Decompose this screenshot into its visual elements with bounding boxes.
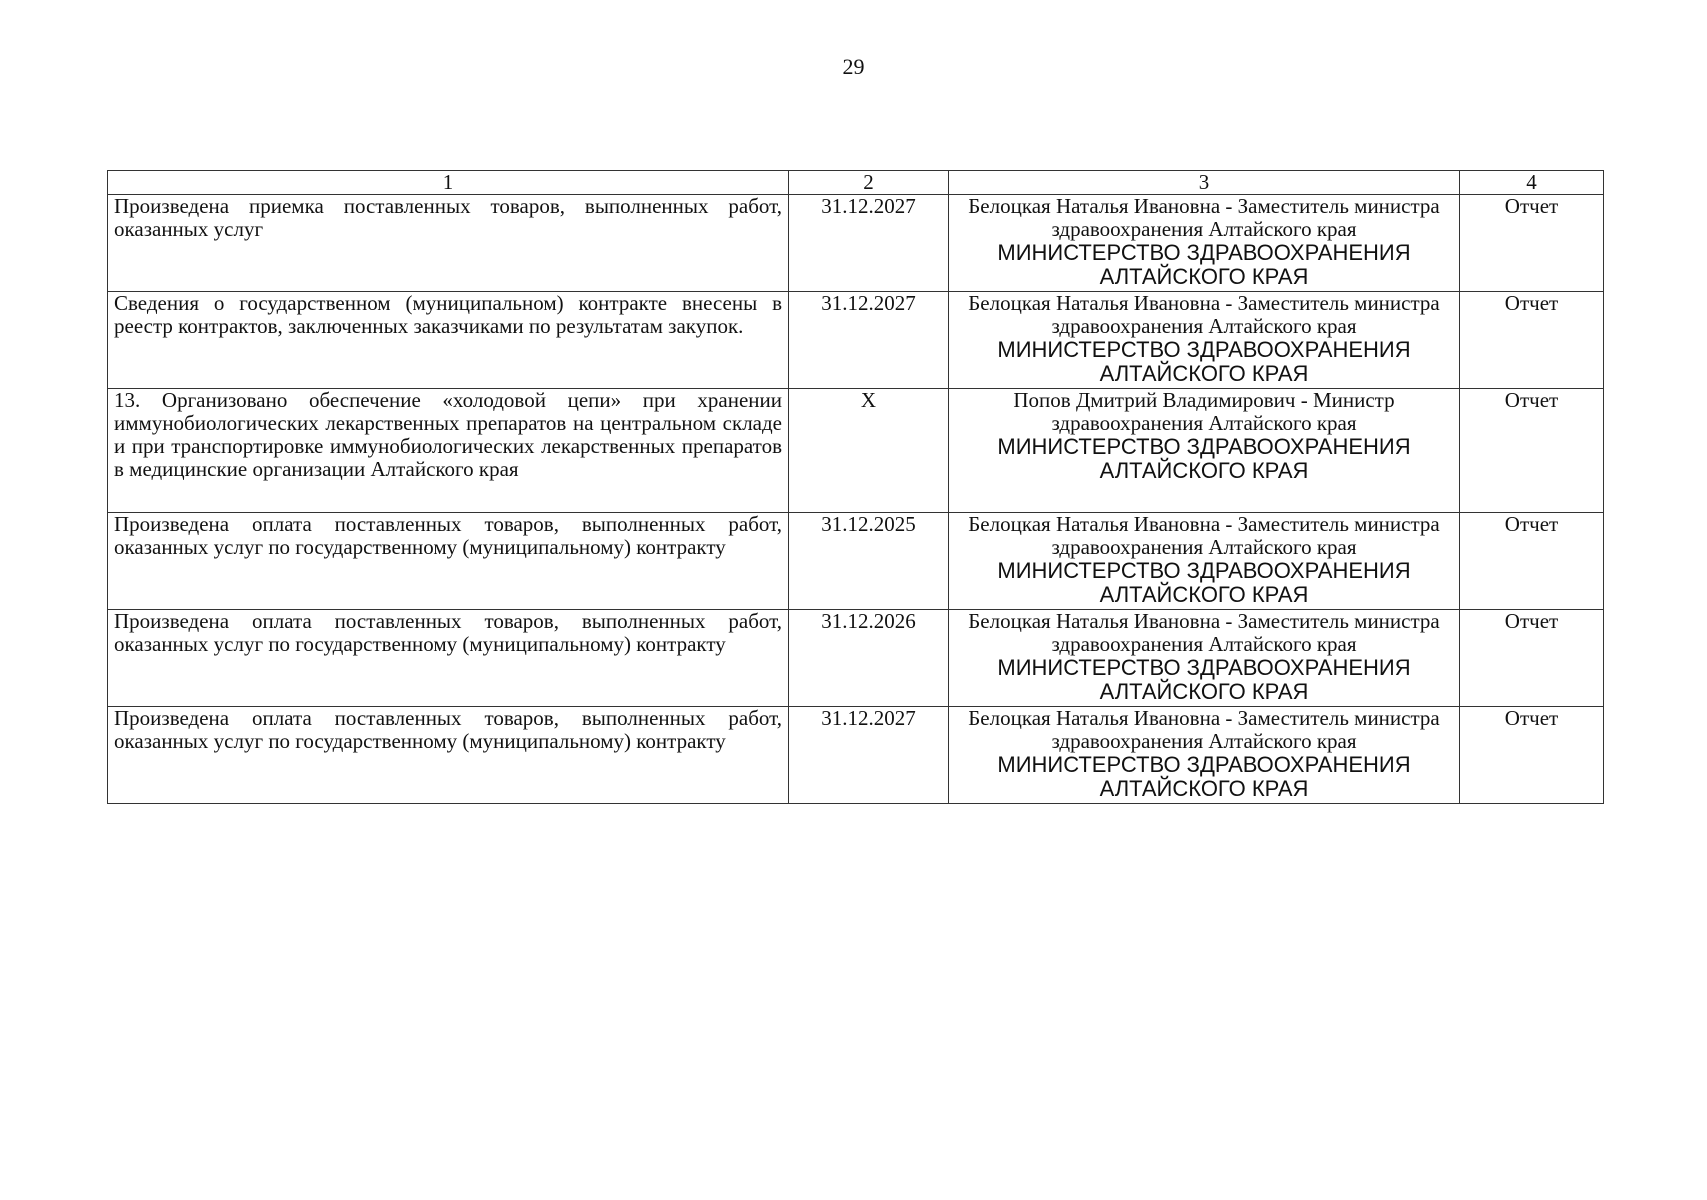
responsible-person: Белоцкая Наталья Ивановна - Заместитель министра здравоохранения Алтайского края xyxy=(968,194,1440,241)
confirming-document: Отчет xyxy=(1460,389,1604,513)
table-row xyxy=(108,389,1604,513)
table-row xyxy=(108,513,1604,610)
responsible-cell xyxy=(949,195,1460,292)
column-header-2: 2 xyxy=(789,171,949,195)
column-header-4: 4 xyxy=(1460,171,1604,195)
responsible-organization: МИНИСТЕРСТВО ЗДРАВООХРАНЕНИЯ АЛТАЙСКОГО КРАЯ xyxy=(997,752,1411,801)
confirming-document: Отчет xyxy=(1460,513,1604,610)
responsible-organization: МИНИСТЕРСТВО ЗДРАВООХРАНЕНИЯ АЛТАЙСКОГО КРАЯ xyxy=(997,655,1411,704)
responsible-organization: МИНИСТЕРСТВО ЗДРАВООХРАНЕНИЯ АЛТАЙСКОГО КРАЯ xyxy=(997,337,1411,386)
responsible-person: Белоцкая Наталья Ивановна - Заместитель министра здравоохранения Алтайского края xyxy=(968,512,1440,559)
responsible-organization: МИНИСТЕРСТВО ЗДРАВООХРАНЕНИЯ АЛТАЙСКОГО КРАЯ xyxy=(997,240,1411,289)
confirming-document: Отчет xyxy=(1460,292,1604,389)
due-date: 31.12.2027 xyxy=(789,195,949,292)
table-row xyxy=(108,195,1604,292)
event-description: Сведения о государственном (муниципальном) контракте внесены в реестр контрактов, заключенных заказчиками по результатам закупок. xyxy=(108,292,789,389)
event-description: Произведена оплата поставленных товаров, выполненных работ, оказанных услуг по государственному (муниципальному) контракту xyxy=(108,513,789,610)
due-date: 31.12.2027 xyxy=(789,292,949,389)
due-date: X xyxy=(789,389,949,513)
column-header-3: 3 xyxy=(949,171,1460,195)
responsible-person: Попов Дмитрий Владимирович - Министр здравоохранения Алтайского края xyxy=(1013,388,1395,435)
responsible-cell xyxy=(949,513,1460,610)
confirming-document: Отчет xyxy=(1460,195,1604,292)
responsible-person: Белоцкая Наталья Ивановна - Заместитель министра здравоохранения Алтайского края xyxy=(968,706,1440,753)
table-row xyxy=(108,707,1604,804)
event-description: Произведена оплата поставленных товаров, выполненных работ, оказанных услуг по государственному (муниципальному) контракту xyxy=(108,610,789,707)
responsible-cell xyxy=(949,707,1460,804)
table-row xyxy=(108,610,1604,707)
due-date: 31.12.2025 xyxy=(789,513,949,610)
due-date: 31.12.2026 xyxy=(789,610,949,707)
table-row xyxy=(108,292,1604,389)
event-description: 13. Организовано обеспечение «холодовой цепи» при хранении иммунобиологических лекарственных препаратов на центральном складе и при транспортировке иммунобиологических лекарственных препаратов в медицинские организации Алтайского края xyxy=(108,389,789,513)
event-description: Произведена оплата поставленных товаров, выполненных работ, оказанных услуг по государственному (муниципальному) контракту xyxy=(108,707,789,804)
responsible-person: Белоцкая Наталья Ивановна - Заместитель министра здравоохранения Алтайского края xyxy=(968,609,1440,656)
page-number: 29 xyxy=(842,54,865,79)
responsible-cell xyxy=(949,292,1460,389)
responsible-cell xyxy=(949,389,1460,513)
table-header xyxy=(108,171,1604,195)
confirming-document: Отчет xyxy=(1460,610,1604,707)
due-date: 31.12.2027 xyxy=(789,707,949,804)
column-header-1: 1 xyxy=(108,171,789,195)
responsible-organization: МИНИСТЕРСТВО ЗДРАВООХРАНЕНИЯ АЛТАЙСКОГО КРАЯ xyxy=(997,558,1411,607)
event-description: Произведена приемка поставленных товаров, выполненных работ, оказанных услуг xyxy=(108,195,789,292)
plan-table xyxy=(107,170,1604,804)
responsible-person: Белоцкая Наталья Ивановна - Заместитель министра здравоохранения Алтайского края xyxy=(968,291,1440,338)
responsible-cell xyxy=(949,610,1460,707)
confirming-document: Отчет xyxy=(1460,707,1604,804)
responsible-organization: МИНИСТЕРСТВО ЗДРАВООХРАНЕНИЯ АЛТАЙСКОГО КРАЯ xyxy=(997,434,1411,483)
